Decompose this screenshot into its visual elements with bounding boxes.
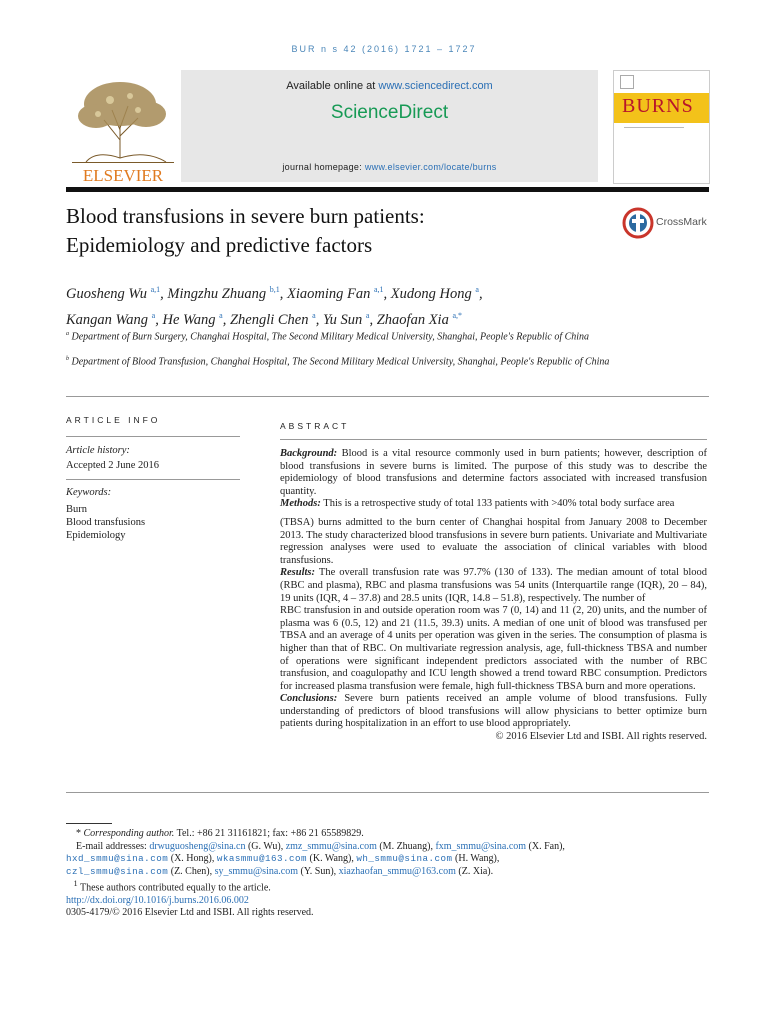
email-label: E-mail addresses: bbox=[76, 840, 147, 852]
keyword-item: Blood transfusions bbox=[66, 517, 146, 528]
keyword-item: Burn bbox=[66, 504, 87, 515]
elsevier-wordmark: ELSEVIER bbox=[82, 166, 164, 185]
email-owner: (X. Fan), bbox=[526, 840, 565, 852]
email-addresses bbox=[66, 841, 706, 879]
email-owner: (Y. Sun), bbox=[298, 865, 339, 877]
cover-title: BURNS bbox=[622, 95, 694, 117]
author-name: Zhaofan Xia bbox=[376, 311, 453, 328]
journal-homepage bbox=[181, 162, 598, 172]
title-line-1: Blood transfusions in severe burn patients: bbox=[66, 204, 425, 228]
email-owner: (Z. Chen), bbox=[168, 865, 215, 877]
email-link[interactable]: hxd_smmu@sina.com bbox=[66, 853, 169, 864]
email-owner: (K. Wang), bbox=[307, 853, 357, 864]
abstract-end-rule bbox=[66, 792, 709, 793]
homepage-link[interactable]: www.elsevier.com/locate/burns bbox=[364, 162, 497, 172]
email-owner: (Z. Xia). bbox=[455, 865, 494, 877]
crossmark-icon bbox=[622, 207, 654, 239]
journal-reference: BUR n s 42 (2016) 1721 – 1727 bbox=[291, 44, 477, 54]
abstract-conclusions bbox=[280, 693, 707, 731]
title-line-2: Epidemiology and predictive factors bbox=[66, 233, 373, 257]
author-name: Guosheng Wu bbox=[66, 285, 151, 302]
footnotes bbox=[66, 828, 706, 920]
author-name: Xudong Hong bbox=[390, 285, 476, 302]
equal-contribution-note: $^1$ These authors contributed equally to the article. bbox=[73, 879, 271, 894]
abstract-heading: ABSTRACT bbox=[280, 421, 350, 431]
author-name: Yu Sun bbox=[322, 311, 366, 328]
abstract-body bbox=[280, 448, 707, 744]
email-owner: (G. Wu), bbox=[245, 840, 286, 852]
email-link[interactable]: wkasmmu@163.com bbox=[216, 853, 308, 864]
abstract-results bbox=[280, 567, 707, 605]
author-list bbox=[66, 279, 666, 331]
background-text: Blood is a vital resource commonly used in burn patients; however, description of blood transfusions in severe burns is limited. The purpose of this study was to describe the epidemiology of blood transfusions and determine factors associated with increased transfusion quantity. bbox=[280, 448, 707, 497]
cover-emblem bbox=[620, 75, 634, 89]
affiliation-a-text: Department of Burn Surgery, Changhai Hospital, The Second Military Medical University, Shanghai, People's Republic of China bbox=[71, 331, 590, 343]
homepage-prefix: journal homepage: bbox=[282, 162, 363, 172]
section-rule bbox=[66, 396, 709, 397]
author-affiliation-marker: a bbox=[312, 310, 316, 320]
abstract-results-cont bbox=[280, 605, 707, 693]
abstract-background bbox=[280, 448, 707, 498]
corr-label: Corresponding author. bbox=[83, 828, 175, 839]
article-title bbox=[66, 202, 586, 260]
background-label: Background: bbox=[280, 448, 338, 459]
affiliation-b-text: Department of Blood Transfusion, Changhai Hospital, The Second Military Medical University, Shanghai, People's Republic of China bbox=[71, 356, 610, 368]
keyword-item: Epidemiology bbox=[66, 530, 126, 541]
abstract-copyright: © 2016 Elsevier Ltd and ISBI. All rights reserved. bbox=[495, 731, 707, 743]
available-online bbox=[181, 80, 598, 92]
author-name: Xiaoming Fan bbox=[286, 285, 374, 302]
article-history bbox=[66, 444, 240, 472]
author-affiliation-marker: a,1 bbox=[150, 285, 161, 294]
footnote-rule bbox=[66, 823, 112, 824]
author-name: He Wang bbox=[162, 311, 220, 328]
corresponding-author-note: * Corresponding author. Tel.: +86 21 31161821; fax: +86 21 65589829. bbox=[66, 828, 364, 839]
conclusions-label: Conclusions: bbox=[280, 693, 338, 705]
conclusions-text: Severe burn patients received an ample volume of blood transfusions. Fully understanding of predictors of blood transfusions will allow physicians to better optimize burn patients during hospitalization in an effort to use blood appropriately. bbox=[280, 693, 707, 730]
methods-text-a: This is a retrospective study of total 133 patients with >40% total body surface area bbox=[320, 498, 675, 510]
email-owner: (H. Wang), bbox=[452, 853, 500, 864]
journal-header bbox=[181, 70, 598, 182]
email-link[interactable]: zmz_smmu@sina.com bbox=[285, 840, 377, 852]
email-owner: (M. Zhuang), bbox=[376, 840, 436, 852]
sciencedirect-link[interactable]: www.sciencedirect.com bbox=[378, 80, 493, 92]
author-affiliation-marker: a bbox=[219, 310, 223, 320]
author-name: Zhengli Chen bbox=[229, 311, 313, 328]
author-affiliation-marker: a,* bbox=[452, 310, 463, 320]
elsevier-logo bbox=[66, 70, 180, 185]
email-link[interactable]: sy_smmu@sina.com bbox=[214, 865, 298, 877]
sciencedirect-brand: ScienceDirect bbox=[330, 102, 449, 123]
email-link[interactable]: fxm_smmu@sina.com bbox=[435, 840, 527, 852]
history-rule bbox=[66, 479, 240, 480]
article-info-rule bbox=[66, 436, 240, 437]
results-text-b: RBC transfusion in and outside operation room was 7 (0, 14) and 11 (2, 20) units, and the number of plasma was 6 (0.5, 12) and 21 (11.5, 39.3) units. A median of one unit of blood was transfused per TBSA and an average of 4 units per operation was given in the series. The consumption of plasma is higher than that of RBC. On multivariate regression analysis, age, full-thickness TBSA and number of operations were significant independent predictors associated with the number of RBC transfusion, and coagulopathy and ICU length showed a trend toward RBC consumption. Predictors for increased plasma transfusion were female, high full-thickness TBSA burn and more operations. bbox=[280, 605, 707, 692]
authors-line-2: Kangan Wang $^a$, He Wang $^a$, Zhengli Chen $^a$, Yu Sun $^a$, Zhaofan Xia $^{a,*}$ bbox=[66, 310, 463, 328]
results-text-a: The overall transfusion rate was 97.7% (130 of 133). The median amount of total blood (RBC and plasma), RBC and plasma transfusions was 54 units (Interquartile range (IQR), 20 – 84), 19 units (IQR, 4 – 37.8) and 28.5 units (IQR, 14.8 – 51.8), respectively. The number of bbox=[280, 567, 707, 604]
author-affiliation-marker: a bbox=[365, 310, 370, 320]
issn-line: 0305-4179/© 2016 Elsevier Ltd and ISBI. All rights reserved. bbox=[66, 907, 314, 919]
author-name: Mingzhu Zhuang bbox=[167, 285, 270, 302]
abstract-methods bbox=[280, 498, 707, 511]
affiliation-b bbox=[66, 352, 626, 369]
keywords-label: Keywords: bbox=[66, 487, 112, 498]
results-label: Results: bbox=[280, 567, 316, 579]
equal-text: These authors contributed equally to the article. bbox=[80, 882, 271, 894]
email-link[interactable]: xiazhaofan_smmu@163.com bbox=[338, 865, 456, 877]
authors-line-1: Guosheng Wu $^{a,1}$, Mingzhu Zhuang $^{b,1}$, Xiaoming Fan $^{a,1}$, Xudong Hong $^a$, bbox=[66, 285, 483, 302]
author-affiliation-marker: a,1 bbox=[373, 285, 384, 294]
crossmark-badge[interactable] bbox=[622, 207, 722, 239]
keywords-block bbox=[66, 486, 240, 542]
abstract-methods-cont bbox=[280, 517, 707, 567]
methods-label: Methods: bbox=[280, 498, 321, 510]
journal-cover bbox=[613, 70, 710, 184]
affiliation-b-marker: b bbox=[66, 356, 69, 362]
author-affiliation-marker: a bbox=[151, 310, 156, 320]
author-affiliation-marker: a bbox=[475, 285, 479, 294]
affiliation-a bbox=[66, 327, 626, 344]
article-info-heading: ARTICLE INFO bbox=[66, 415, 161, 425]
crossmark-label: CrossMark bbox=[656, 216, 707, 228]
history-label: Article history: bbox=[66, 445, 130, 456]
author-name: Kangan Wang bbox=[66, 311, 152, 328]
email-owner: (X. Hong), bbox=[168, 853, 217, 864]
header-rule bbox=[66, 187, 709, 192]
methods-text-b: (TBSA) burns admitted to the burn center of Changhai hospital from January 2008 to December 2013. The study characterized blood transfusions in severe burn patients. Univariate and Multivariate regression analyses were used to evaluate the association of clinical variables with blood transfusions. bbox=[280, 516, 707, 566]
doi-link[interactable]: http://dx.doi.org/10.1016/j.burns.2016.06.002 bbox=[66, 894, 249, 906]
abstract-rule bbox=[280, 439, 707, 440]
available-prefix: Available online at bbox=[286, 80, 376, 92]
author-affiliation-marker: b,1 bbox=[269, 285, 280, 294]
email-link[interactable]: drwuguosheng@sina.cn bbox=[149, 840, 246, 852]
history-value: Accepted 2 June 2016 bbox=[66, 460, 160, 471]
email-link[interactable]: wh_smmu@sina.com bbox=[356, 853, 453, 864]
affiliation-a-marker: a bbox=[66, 331, 69, 337]
email-link[interactable]: czl_smmu@sina.com bbox=[66, 865, 169, 877]
corr-text: Tel.: +86 21 31161821; fax: +86 21 65589829. bbox=[174, 828, 364, 839]
